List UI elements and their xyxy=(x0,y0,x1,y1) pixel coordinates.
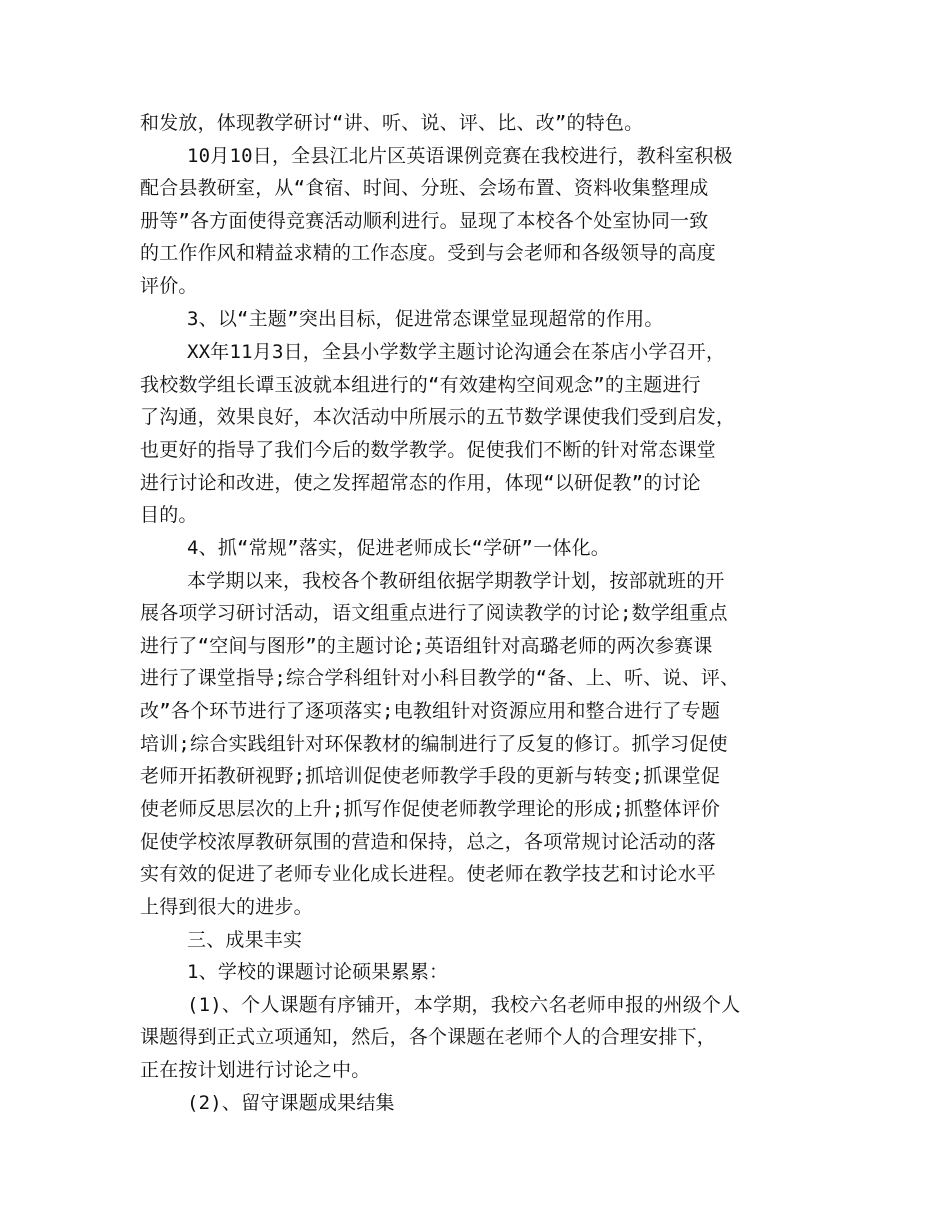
text-line: XX年11月3日，全县小学数学主题讨论沟通会在茶店小学召开， xyxy=(187,341,726,363)
text-line: 使老师反思层次的上升;抓写作促使老师教学理论的形成;抓整体评价 xyxy=(140,798,721,820)
text-line: 培训;综合实践组针对环保教材的编制进行了反复的修订。抓学习促使 xyxy=(140,733,728,755)
text-line: 我校数学组长谭玉波就本组进行的“有效建构空间观念”的主题进行 xyxy=(140,374,701,396)
text-line: 本学期以来，我校各个教研组依据学期教学计划，按部就班的开 xyxy=(187,570,725,592)
text-line: 10月10日，全县江北片区英语课例竞赛在我校进行，教科室积极 xyxy=(187,145,733,167)
text-line: 配合县教研室，从“食宿、时间、分班、会场布置、资料收集整理成 xyxy=(140,177,709,199)
text-line: 和发放，体现教学研讨“讲、听、说、评、比、改”的特色。 xyxy=(140,112,644,134)
text-line: 进行讨论和改进，使之发挥超常态的作用，体现“以研促教”的讨论 xyxy=(140,472,701,494)
text-line: 老师开拓教研视野;抓培训促使老师教学手段的更新与转变;抓课堂促 xyxy=(140,765,721,787)
subsection-heading: 1、学校的课题讨论硕果累累： xyxy=(187,961,449,983)
text-line: (2)、留守课题成果结集 xyxy=(187,1092,395,1114)
section-heading: 4、抓“常规”落实，促进老师成长“学研”一体化。 xyxy=(187,537,610,559)
text-line: 册等”各方面使得竞赛活动顺利进行。显现了本校各个处室协同一致 xyxy=(140,210,709,232)
text-line: (1)、个人课题有序铺开，本学期，我校六名老师申报的州级个人 xyxy=(187,994,741,1016)
text-line: 了沟通，效果良好，本次活动中所展示的五节数学课使我们受到启发， xyxy=(140,406,736,428)
text-line: 课题得到正式立项通知，然后，各个课题在老师个人的合理安排下， xyxy=(140,1026,717,1048)
text-line: 正在按计划进行讨论之中。 xyxy=(140,1059,371,1081)
text-line: 促使学校浓厚教研氛围的营造和保持，总之，各项常规讨论活动的落 xyxy=(140,831,717,853)
text-line: 上得到很大的进步。 xyxy=(140,896,313,918)
text-line: 进行了“空间与图形”的主题讨论;英语组针对高璐老师的两次参赛课 xyxy=(140,635,713,657)
text-line: 评价。 xyxy=(140,275,198,297)
text-line: 进行了课堂指导;综合学科组针对小科目教学的“备、上、听、说、评、 xyxy=(140,667,740,689)
text-line: 改”各个环节进行了逐项落实;电教组针对资源应用和整合进行了专题 xyxy=(140,700,721,722)
text-line: 也更好的指导了我们今后的数学教学。促使我们不断的针对常态课堂 xyxy=(140,439,717,461)
section-heading: 3、以“主题”突出目标，促进常态课堂显现超常的作用。 xyxy=(187,308,664,330)
text-line: 的工作作风和精益求精的工作态度。受到与会老师和各级领导的高度 xyxy=(140,242,717,264)
text-line: 实有效的促进了老师专业化成长进程。使老师在教学技艺和讨论水平 xyxy=(140,863,717,885)
text-line: 目的。 xyxy=(140,504,198,526)
section-heading: 三、成果丰实 xyxy=(187,929,303,951)
text-line: 展各项学习研讨活动，语文组重点进行了阅读教学的讨论;数学组重点 xyxy=(140,602,728,624)
